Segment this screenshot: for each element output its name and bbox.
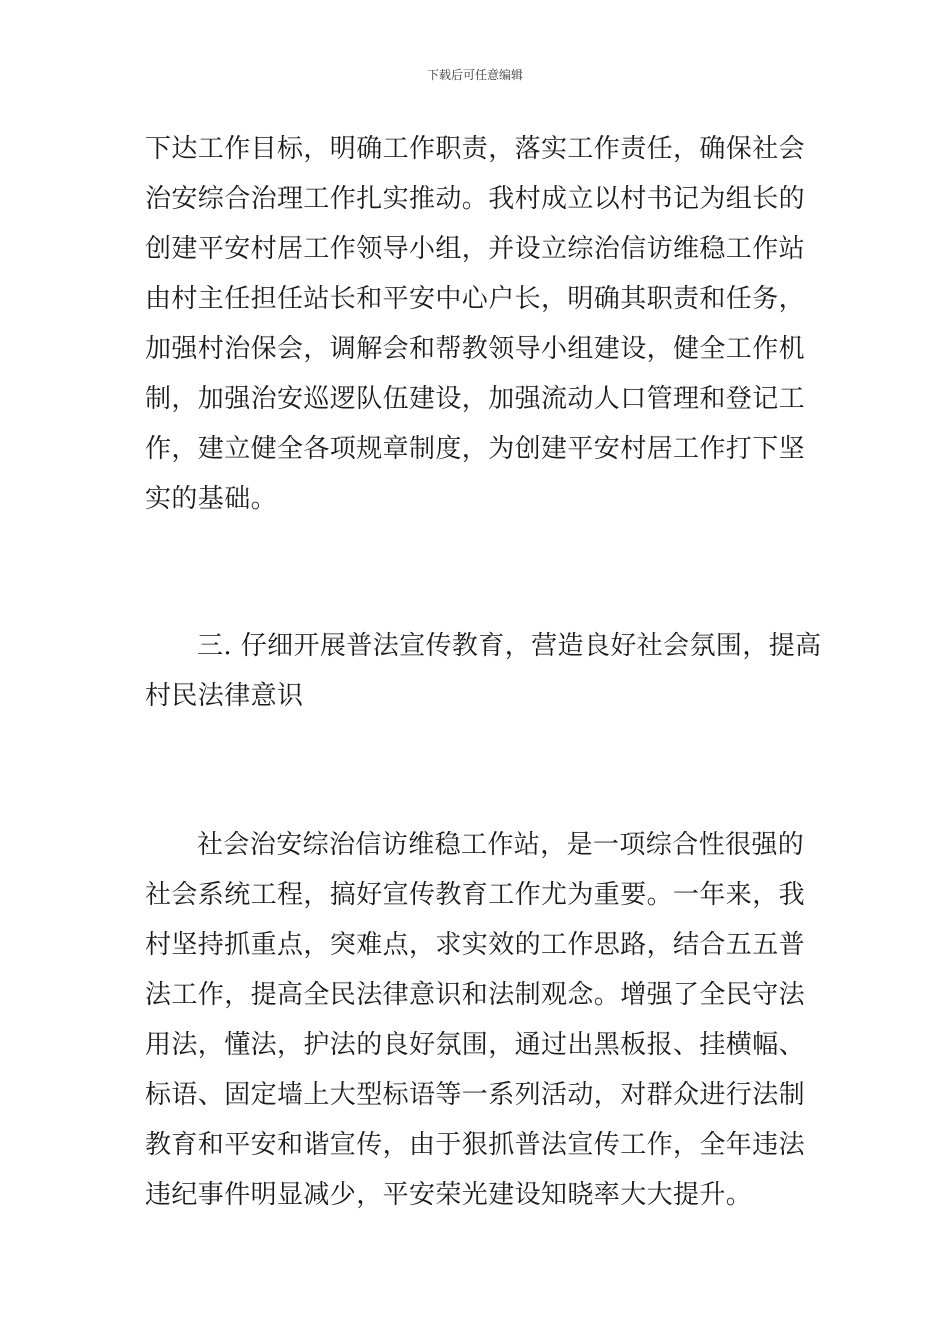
section-heading-paragraph [145, 621, 822, 721]
text-line: 社会治安综治信访维稳工作站，是一项综合性很强的 [197, 830, 805, 860]
text-line: 作，建立健全各项规章制度，为创建平安村居工作打下坚 [145, 434, 806, 464]
section-heading-line: 村民法律意识 [145, 681, 304, 711]
text-line: 教育和平安和谐宣传，由于狠抓普法宣传工作，全年违法 [145, 1130, 806, 1160]
text-line: 用法，懂法，护法的良好氛围，通过出黑板报、挂横幅、 [145, 1030, 806, 1060]
page-header-note: 下载后可任意编辑 [426, 68, 523, 82]
text-line: 由村主任担任站长和平安中心户长，明确其职责和任务， [145, 284, 806, 314]
section-heading-line: 三. 仔细开展普法宣传教育，营造良好社会氛围，提高 [197, 631, 822, 661]
text-line: 法工作，提高全民法律意识和法制观念。增强了全民守法 [145, 980, 806, 1010]
text-line: 社会系统工程，搞好宣传教育工作尤为重要。一年来，我 [145, 880, 806, 910]
text-line: 加强村治保会，调解会和帮教领导小组建设，健全工作机 [145, 334, 806, 364]
body-paragraph-1 [145, 124, 807, 524]
text-line: 治安综合治理工作扎实推动。我村成立以村书记为组长的 [145, 184, 806, 214]
text-line: 实的基础。 [145, 484, 278, 514]
text-line: 制，加强治安巡逻队伍建设，加强流动人口管理和登记工 [145, 384, 806, 414]
body-paragraph-2 [145, 820, 807, 1220]
text-line: 村坚持抓重点，突难点，求实效的工作思路，结合五五普 [145, 930, 806, 960]
text-line: 违纪事件明显减少，平安荣光建设知晓率大大提升。 [145, 1180, 753, 1210]
text-line: 标语、固定墙上大型标语等一系列活动，对群众进行法制 [145, 1080, 806, 1110]
text-line: 创建平安村居工作领导小组，并设立综治信访维稳工作站 [145, 234, 806, 264]
text-line: 下达工作目标，明确工作职责，落实工作责任，确保社会 [145, 134, 806, 164]
